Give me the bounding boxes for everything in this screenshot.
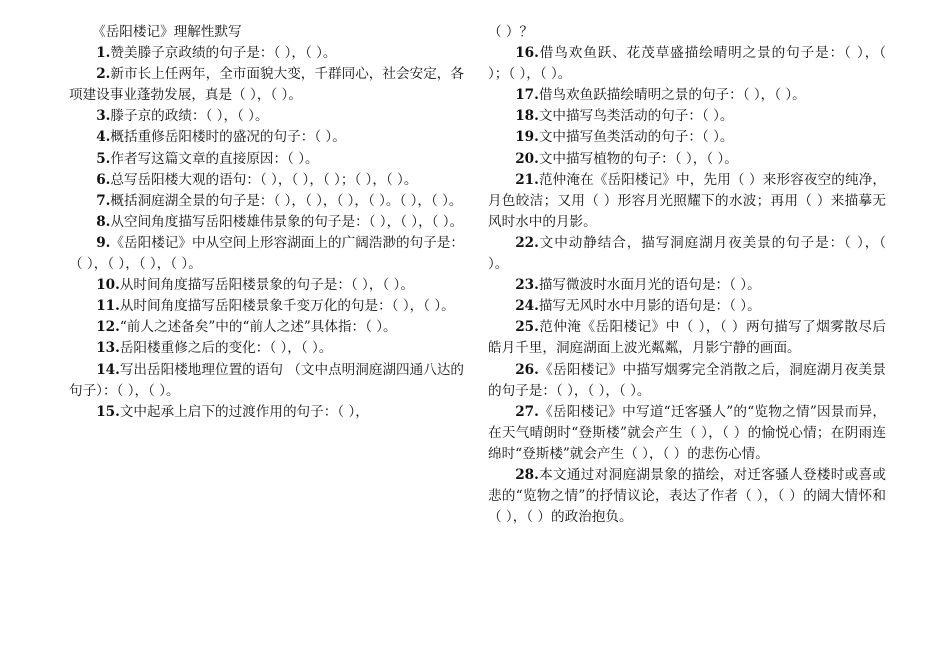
- question-text: 从时间角度描写岳阳楼景象的句子是：（ ），（ ）。: [119, 277, 414, 294]
- question-number: 23.: [515, 277, 539, 294]
- question-item: [488, 43, 886, 85]
- question-number: 26.: [515, 361, 539, 378]
- question-item: [488, 127, 886, 148]
- question-number: 2.: [96, 66, 111, 83]
- question-item: [488, 149, 886, 170]
- question-number: 8.: [96, 213, 111, 230]
- question-item: [69, 402, 464, 423]
- question-text: 文中描写植物的句子：（ ），（ ）。: [538, 150, 738, 167]
- question-text: 借鸟欢鱼跃、花茂草盛描绘晴明之景的句子是：（ ），（ ）；（ ），（ ）。: [488, 45, 886, 83]
- question-item: [69, 127, 464, 148]
- question-item: [69, 191, 464, 212]
- right-question-list: [488, 43, 886, 528]
- question-item: [488, 360, 886, 402]
- question-number: 13.: [96, 340, 120, 357]
- question-number: 3.: [96, 108, 111, 125]
- question-item: [69, 149, 464, 170]
- question-text: 文中起承上启下的过渡作用的句子：（ ），: [119, 403, 369, 420]
- question-item: [488, 85, 886, 106]
- question-number: 27.: [515, 403, 539, 420]
- question-text: 总写岳阳楼大观的语句：（ ），（ ），（ ）；（ ），（ ）。: [110, 171, 418, 188]
- question-item: [69, 212, 464, 233]
- question-number: 4.: [96, 129, 111, 146]
- question-item: [69, 360, 464, 402]
- question-number: 17.: [515, 87, 539, 104]
- question-text: “前人之述备矣”中的“前人之述”具体指：（ ）。: [119, 319, 397, 336]
- question-number: 18.: [515, 108, 539, 125]
- question-text: 描写无风时水中月影的语句是：（ ）。: [538, 298, 761, 315]
- question-text: 文中描写鱼类活动的句子：（ ）。: [538, 129, 734, 146]
- question-number: 21.: [515, 171, 539, 188]
- question-text: 文中描写鸟类活动的句子：（ ）。: [538, 108, 734, 125]
- question-item: [69, 317, 464, 338]
- question-item: [488, 106, 886, 127]
- question-number: 5.: [96, 150, 111, 167]
- question-number: 1.: [96, 45, 111, 62]
- question-text: 概括重修岳阳楼时的盛况的句子：（ ）。: [110, 129, 346, 146]
- question-text: 范仲淹《岳阳楼记》中（ ），（ ）两句描写了烟雾散尽后皓月千里，洞庭湖面上波光粼粼，月影宁静的画面。: [488, 319, 886, 357]
- left-question-list: [69, 43, 464, 423]
- question-item: [69, 338, 464, 359]
- question-number: 20.: [515, 150, 539, 167]
- question-number: 24.: [515, 298, 539, 315]
- question-item: [69, 106, 464, 127]
- question-number: 14.: [96, 361, 120, 378]
- question-number: 22.: [515, 234, 539, 251]
- question-item: [69, 64, 464, 106]
- question-text: 借鸟欢鱼跃描绘晴明之景的句子：（ ），（ ）。: [538, 87, 806, 104]
- question-text: 写出岳阳楼地理位置的语句 （文中点明洞庭湖四通八达的句子）：（ ），（ ）。: [69, 361, 465, 399]
- question-text: 滕子京的政绩：（ ），（ ）。: [110, 108, 269, 125]
- continued-line: （ ）？: [488, 24, 534, 40]
- question-item: [69, 170, 464, 191]
- question-text: 描写微波时水面月光的语句是：（ ）。: [538, 277, 761, 294]
- question-item: [488, 317, 886, 359]
- question-number: 11.: [96, 298, 120, 315]
- question-text: 《岳阳楼记》中描写烟雾完全消散之后，洞庭湖月夜美景的句子是：（ ），（ ），（ ）。: [488, 361, 886, 399]
- question-item: [69, 43, 464, 64]
- question-number: 25.: [515, 319, 539, 336]
- question-number: 16.: [515, 45, 539, 62]
- right-column: [488, 22, 886, 528]
- worksheet-title: 《岳阳楼记》理解性默写: [92, 24, 242, 40]
- question-text: 文中动静结合，描写洞庭湖月夜美景的句子是：（ ），（ ）。: [488, 234, 886, 273]
- question-item: [69, 275, 464, 296]
- question-item: [488, 233, 886, 275]
- question-text: 范仲淹在《岳阳楼记》中，先用（ ）来形容夜空的纯净， 月色皎洁；又用（ ）形容月光照耀下的水波；再用（ ）来描摹无风时水中的月影。: [488, 171, 886, 230]
- question-text: 本文通过对洞庭湖景象的描绘，对迁客骚人登楼时或喜或悲的“览物之情”的抒情议论，表达了作者（ ），（ ）的阔大情怀和（ ），（ ）的政治抱负。: [488, 466, 886, 526]
- question-number: 28.: [515, 466, 539, 483]
- question-item: [488, 402, 886, 465]
- question-number: 9.: [96, 234, 111, 251]
- question-text: 概括洞庭湖全景的句子是：（ ），（ ），（ ），（ ）。（ ），（ ）。: [110, 192, 463, 209]
- question-text: 新市长上任两年，全市面貌大变，千群同心，社会安定，各项建设事业蓬勃发展，真是（ ），（ ）。: [69, 66, 464, 104]
- question-text: 《岳阳楼记》中从空间上形容湖面上的广阔浩渺的句子是：（ ），（ ），（ ），（ ）。: [69, 234, 464, 273]
- question-text: 赞美滕子京政绩的句子是：（ ），（ ）。: [110, 45, 337, 62]
- question-item: [69, 296, 464, 317]
- question-number: 12.: [96, 319, 120, 336]
- left-column: [69, 22, 464, 423]
- question-item: [488, 465, 886, 528]
- question-text: 岳阳楼重修之后的变化：（ ），（ ）。: [119, 340, 333, 357]
- question-item: [488, 170, 886, 233]
- question-item: [69, 233, 464, 275]
- question-number: 7.: [96, 192, 111, 209]
- question-text: 作者写这篇文章的直接原因：（ ）。: [110, 150, 319, 167]
- question-number: 10.: [96, 277, 120, 294]
- question-text: 从空间角度描写岳阳楼雄伟景象的句子是：（ ），（ ），（ ）。: [110, 213, 464, 230]
- question-text: 《岳阳楼记》中写道“迁客骚人”的“览物之情”因景而异，在天气晴朗时“登斯楼”就会产生（ ），（ ）的愉悦心情；在阴雨连绵时“登斯楼”就会产生（ ），（ ）的悲伤心情。: [488, 403, 886, 462]
- question-number: 15.: [96, 403, 120, 420]
- question-item: [488, 275, 886, 296]
- question-number: 6.: [96, 171, 111, 188]
- question-item: [488, 296, 886, 317]
- question-text: 从时间角度描写岳阳楼景象千变万化的句是：（ ），（ ）。: [119, 298, 455, 315]
- question-number: 19.: [515, 129, 539, 146]
